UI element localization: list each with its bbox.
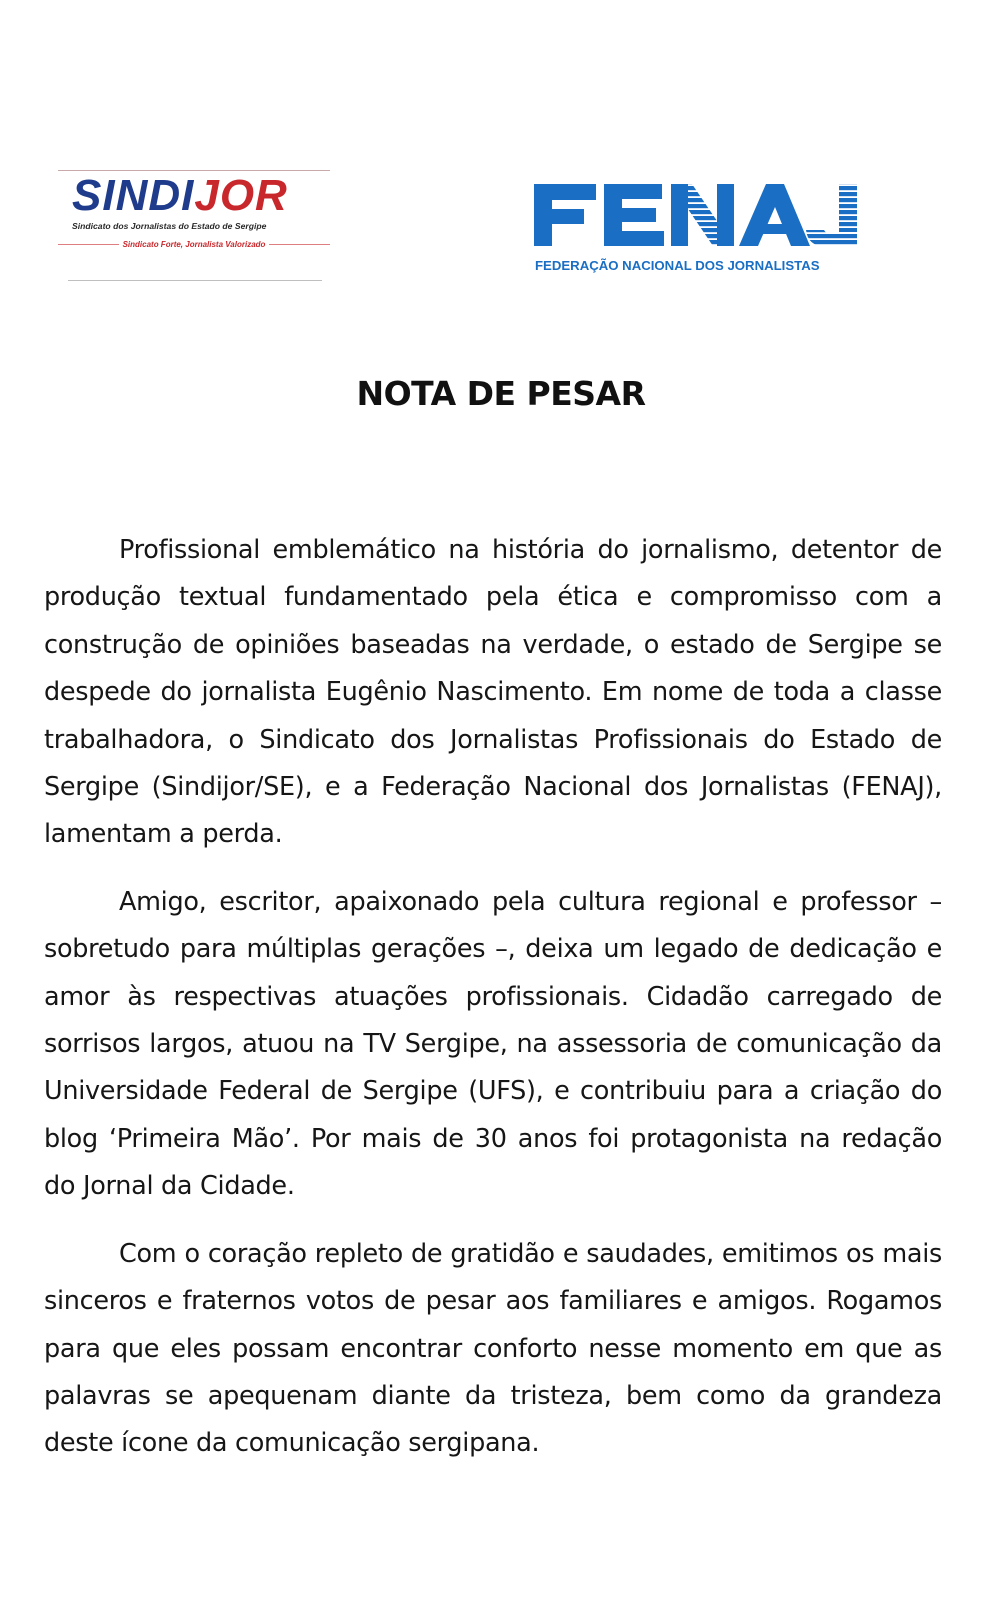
- fenaj-letter-e: [604, 184, 664, 246]
- fenaj-letter-n: [671, 184, 734, 246]
- fenaj-letter-j: [806, 184, 857, 246]
- sindijor-logo-bottom-rule: [68, 280, 322, 281]
- sindijor-logo-wordmark-red: JOR: [194, 171, 288, 220]
- sindijor-logo-wordmark: [72, 170, 288, 222]
- paragraph-1: Profissional emblemático na história do jornalismo, detentor de produção textual fundamentado pela ética e compromisso com a construção de opiniões baseadas na verdade, o estado de Sergipe se despede do jornalista Eugênio Nascimento. Em nome de toda a classe trabalhadora, o Sindicato dos Jornalistas Profissionais do Estado de Sergipe (Sindijor/SE), e a Federação Nacional dos Jornalistas (FENAJ), lamentam a perda.: [44, 535, 942, 850]
- sindijor-logo-motto-row: [58, 240, 330, 249]
- sindijor-logo-motto: Sindicato Forte, Jornalista Valorizado: [122, 240, 266, 249]
- fenaj-logo: [534, 180, 864, 280]
- fenaj-logo-subtitle: FEDERAÇÃO NACIONAL DOS JORNALISTAS: [535, 258, 820, 273]
- sindijor-motto-right-rule: [269, 244, 330, 245]
- fenaj-letter-f: [534, 184, 596, 246]
- paragraph-2: Amigo, escritor, apaixonado pela cultura regional e professor – sobretudo para múltiplas gerações –, deixa um legado de dedicação e amor às respectivas atuações profissionais. Cidadão carregado de sorrisos largos, atuou na TV Sergipe, na assessoria de comunicação da Universidade Federal de Sergipe (UFS), e contribuiu para a criação do blog ‘Primeira Mão’. Por mais de 30 anos foi protagonista na redação do Jornal da Cidade.: [44, 886, 942, 1202]
- fenaj-logo-wordmark: [534, 180, 860, 252]
- sindijor-logo-subtitle: Sindicato dos Jornalistas do Estado de Sergipe: [72, 221, 267, 231]
- document-body: [44, 527, 942, 1488]
- page-title: NOTA DE PESAR: [356, 374, 646, 413]
- sindijor-motto-left-rule: [58, 244, 119, 245]
- paragraph-3: Com o coração repleto de gratidão e saudades, emitimos os mais sinceros e fraternos votos de pesar aos familiares e amigos. Rogamos para que eles possam encontrar conforto nesse momento em que as palavras se apequenam diante da tristeza, bem como da grandeza deste ícone da comunicação sergipana.: [44, 1238, 942, 1459]
- sindijor-logo-wordmark-blue: SINDI: [72, 171, 195, 220]
- fenaj-letter-a: [739, 184, 810, 246]
- sindijor-logo: [58, 168, 330, 286]
